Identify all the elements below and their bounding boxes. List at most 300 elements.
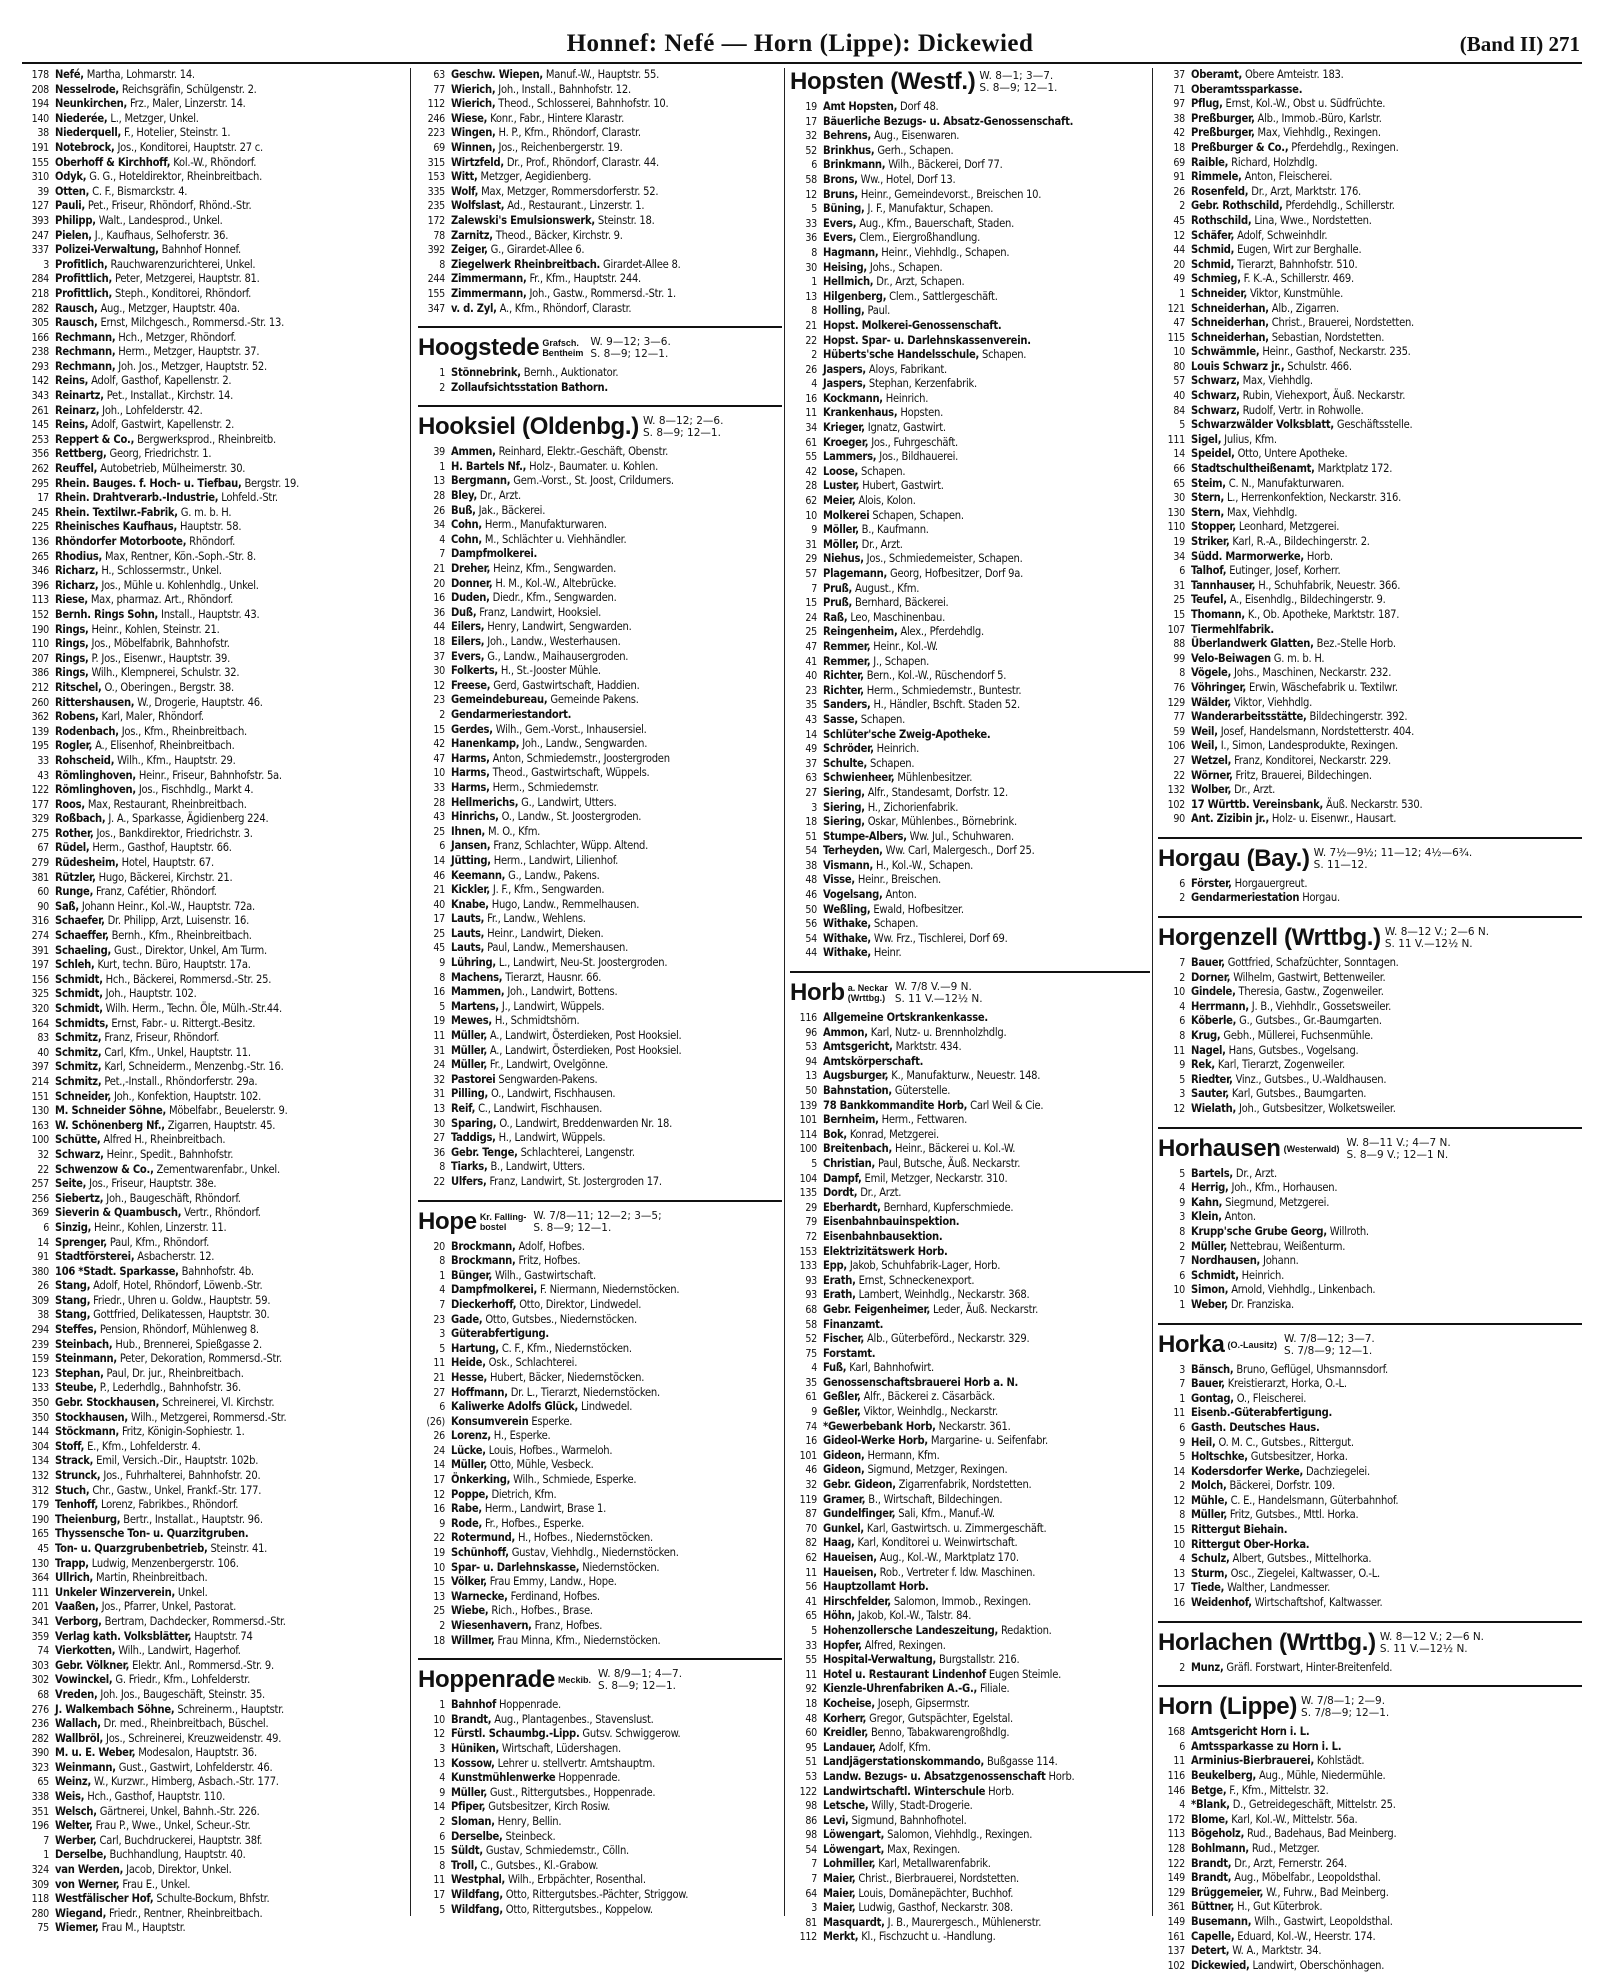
directory-entry: [418, 126, 782, 141]
place-name: Horb: [790, 979, 845, 1007]
subscriber-name: Müller,: [451, 1458, 487, 1472]
phone-number: 304: [31, 1440, 49, 1453]
subscriber-details: Ww. Jul., Schuhwaren.: [909, 829, 1014, 843]
subscriber-name: Detert,: [1191, 1944, 1230, 1958]
subscriber-details: Alfr., Bäckerei z. Cäsarbäck.: [863, 1390, 995, 1404]
subscriber-name: Pruß,: [823, 596, 853, 610]
subscriber-details: G., Landw., Maihausergroden.: [487, 649, 629, 663]
directory-entry: [790, 625, 1150, 640]
directory-entry: [790, 1463, 1150, 1478]
phone-number: 5: [1179, 1073, 1185, 1086]
directory-entry: [418, 1473, 782, 1488]
directory-entry: [790, 465, 1150, 480]
subscriber-name: Profittlich,: [55, 272, 113, 286]
subscriber-details: Aug., Metzger, Hauptstr. 40a.: [100, 301, 240, 315]
directory-entry: [790, 1259, 1150, 1274]
directory-entry: [790, 304, 1150, 319]
subscriber-name: Wolber,: [1191, 783, 1232, 797]
phone-number: 12: [1173, 1103, 1185, 1115]
subscriber-name: Genossenschaftsbrauerei Horb a. N.: [823, 1375, 1019, 1389]
subscriber-name: Dieckerhoff,: [451, 1297, 517, 1311]
phone-number: 30: [805, 261, 817, 274]
phone-number: 190: [31, 1513, 49, 1526]
phone-number: 178: [31, 69, 49, 81]
phone-number: 46: [433, 869, 445, 882]
subscriber-details: Dorf 48.: [900, 100, 939, 113]
subscriber-details: Hotel, Hauptstr. 67.: [121, 856, 214, 870]
subscriber-name: Gebr. Stockhausen,: [55, 1396, 160, 1410]
phone-number: 102: [1167, 798, 1185, 811]
phone-number: 25: [1173, 594, 1185, 607]
subscriber-name: Warnecke,: [451, 1589, 508, 1603]
qualifier-line: Grafsch.: [542, 338, 579, 349]
phone-number: 12: [433, 679, 445, 692]
subscriber-name: Richter,: [823, 683, 864, 697]
directory-entry: [22, 1454, 408, 1469]
phone-number: 51: [805, 830, 817, 843]
phone-number: 107: [1167, 623, 1185, 636]
subscriber-details: Heinr., Kohlen, Steinstr. 21.: [91, 622, 220, 636]
phone-number: 128: [1167, 1842, 1185, 1855]
subscriber-details: G., Gutsbes., Gr.-Baumgarten.: [1239, 1014, 1382, 1028]
office-hours: [1385, 926, 1489, 950]
directory-entry: [418, 287, 782, 302]
directory-entry: [22, 1848, 408, 1863]
subscriber-name: Wirtzfeld,: [451, 155, 504, 169]
phone-number: 5: [811, 203, 817, 216]
subscriber-name: Louis Schwarz jr.,: [1191, 359, 1285, 373]
subscriber-details: Joseph, Gipsermstr.: [877, 1696, 970, 1710]
phone-number: 37: [805, 757, 817, 770]
phone-number: 9: [439, 1786, 445, 1799]
subscriber-details: Alb., Immob.-Büro, Karlstr.: [1257, 111, 1382, 125]
subscriber-details: Steinstr. 41.: [210, 1541, 268, 1555]
subscriber-name: Rhein. Drahtverarb.-Industrie,: [55, 491, 219, 505]
subscriber-name: Rings,: [55, 666, 89, 680]
subscriber-name: Maier,: [823, 1886, 856, 1900]
subscriber-name: Völker,: [451, 1575, 487, 1589]
phone-number: 98: [805, 1829, 817, 1842]
subscriber-name: Roos,: [55, 797, 85, 811]
subscriber-details: Eugen Steimle.: [988, 1667, 1062, 1681]
subscriber-name: Herrig,: [1191, 1181, 1229, 1195]
subscriber-name: Rhöndorfer Motorboote,: [55, 535, 187, 548]
subscriber-details: Christ., Brauerei, Nordstetten.: [1271, 316, 1414, 330]
phone-number: 60: [805, 1727, 817, 1740]
phone-number: 28: [433, 490, 445, 503]
hours-line: S. 11 V.—12½ N.: [894, 993, 983, 1006]
phone-number: 276: [31, 1703, 49, 1716]
phone-number: 7: [1179, 1255, 1185, 1268]
hours-line: W. 9—12; 3—6.: [590, 336, 671, 349]
subscriber-details: Heinr., Bäckerei u. Kol.-W.: [894, 1142, 1016, 1156]
phone-number: 21: [433, 1371, 445, 1384]
subscriber-name: Schwarz,: [1191, 403, 1240, 417]
subscriber-name: Wiese,: [451, 111, 488, 125]
directory-entry: [790, 1128, 1150, 1143]
directory-entry: [1158, 360, 1582, 375]
subscriber-name: Eberhardt,: [823, 1200, 881, 1214]
office-hours: [895, 981, 983, 1005]
subscriber-details: Wilh., Metzgerei, Rommersd.-Str.: [130, 1410, 287, 1424]
phone-number: 6: [1179, 1740, 1185, 1753]
subscriber-details: Rubin, Viehexport, Äuß. Neckarstr.: [1242, 389, 1406, 403]
phone-number: 129: [1167, 1886, 1185, 1899]
phone-number: 144: [31, 1426, 49, 1439]
hours-line: S. 8—9; 12—1.: [642, 427, 721, 440]
subscriber-details: Eutinger, Josef, Korherr.: [1229, 564, 1341, 578]
subscriber-details: Metzger, Aegidienberg.: [480, 170, 592, 184]
phone-number: 381: [31, 871, 49, 884]
subscriber-details: Johs., Schapen.: [869, 260, 943, 274]
phone-number: 397: [31, 1061, 49, 1074]
subscriber-name: Strunck,: [55, 1469, 101, 1482]
directory-entry: [22, 1761, 408, 1776]
subscriber-name: Rek,: [1191, 1058, 1215, 1072]
directory-entry: [418, 302, 782, 317]
subscriber-name: Haag,: [823, 1536, 855, 1550]
subscriber-name: Höhn,: [823, 1609, 855, 1623]
hours-line: W. 8—1; 3—7.: [979, 70, 1054, 82]
hours-line: W. 8—12; 2—6.: [642, 415, 724, 428]
subscriber-name: Überlandwerk Glatten,: [1191, 637, 1314, 651]
subscriber-name: Otten,: [55, 184, 90, 198]
subscriber-name: Hartung,: [451, 1341, 499, 1355]
subscriber-name: Stöckmann,: [55, 1425, 120, 1439]
column-2: [418, 68, 782, 1918]
subscriber-name: Süldt,: [451, 1844, 483, 1858]
subscriber-name: Bäuerliche Bezugs- u. Absatz-Genossenschaft.: [823, 114, 1074, 128]
subscriber-name: Stuch,: [55, 1483, 90, 1497]
directory-entry: [790, 888, 1150, 903]
place-name: Horlachen (Wrttbg.): [1158, 1628, 1376, 1656]
phone-number: 53: [805, 1041, 817, 1054]
phone-number: 261: [31, 404, 49, 417]
phone-number: 153: [427, 171, 445, 184]
section-heading: [790, 971, 1150, 1011]
directory-entry: [418, 679, 782, 694]
directory-entry: [418, 664, 782, 679]
subscriber-details: O., Oberingen., Bergstr. 38.: [104, 680, 234, 694]
subscriber-name: Weis,: [55, 1790, 85, 1804]
phone-number: 338: [31, 1791, 49, 1804]
subscriber-name: Richarz,: [55, 578, 99, 592]
subscriber-details: August., Kfm.: [855, 581, 920, 595]
directory-entry: [22, 258, 408, 273]
directory-entry: [1158, 126, 1582, 141]
subscriber-name: Sieverin & Quambusch,: [55, 1206, 182, 1220]
directory-entry: [1158, 1465, 1582, 1480]
subscriber-details: Joh., Landwirt, Bottens.: [507, 985, 618, 999]
volume-page: [1460, 32, 1580, 57]
subscriber-name: Behrens,: [823, 129, 872, 143]
directory-entry: [790, 1712, 1150, 1727]
directory-entry: [1158, 1944, 1582, 1959]
subscriber-name: Rogler,: [55, 739, 93, 753]
subscriber-name: Schaeffer,: [55, 929, 109, 943]
subscriber-details: Leder, Äuß. Neckarstr.: [933, 1302, 1038, 1316]
phone-number: 8: [1179, 1225, 1185, 1238]
directory-entry: [790, 903, 1150, 918]
phone-number: 380: [31, 1265, 49, 1278]
place-qualifier: [1284, 1144, 1340, 1154]
directory-entry: [418, 898, 782, 913]
directory-entry: [22, 798, 408, 813]
directory-entry: [1158, 593, 1582, 608]
subscriber-details: G. G., Hoteldirektor, Rheinbreitbach.: [89, 170, 263, 184]
subscriber-name: Duß,: [451, 605, 477, 619]
phone-number: 17: [433, 913, 445, 926]
phone-number: 122: [799, 1785, 817, 1798]
directory-entry: [22, 1805, 408, 1820]
subscriber-details: Ernst, Schneckenexport.: [858, 1273, 975, 1287]
phone-number: 15: [1173, 1524, 1185, 1537]
phone-number: 8: [1179, 1509, 1185, 1522]
phone-number: 31: [433, 1044, 445, 1057]
subscriber-details: Alex., Pferdehdlg.: [900, 625, 984, 639]
subscriber-name: Büttner,: [1191, 1900, 1235, 1914]
subscriber-name: Sinzig,: [55, 1220, 92, 1234]
subscriber-details: Burgstallstr. 216.: [939, 1653, 1020, 1667]
directory-entry: [22, 769, 408, 784]
directory-entry: [22, 447, 408, 462]
subscriber-name: Müller,: [451, 1029, 487, 1043]
phone-number: 39: [37, 185, 49, 198]
directory-entry: [22, 725, 408, 740]
phone-number: 130: [1167, 506, 1185, 519]
subscriber-name: Rausch,: [55, 316, 98, 330]
subscriber-name: Harms,: [451, 766, 490, 780]
subscriber-details: Lohfeld.-Str.: [221, 491, 278, 505]
subscriber-name: Maier,: [823, 1901, 856, 1915]
phone-number: 93: [805, 1289, 817, 1302]
subscriber-name: Weinmann,: [55, 1760, 116, 1774]
subscriber-details: Heinr., Breischen.: [857, 873, 941, 887]
phone-number: 7: [439, 1298, 445, 1311]
subscriber-name: Troll,: [451, 1858, 478, 1872]
phone-number: 136: [31, 536, 49, 548]
subscriber-details: Franz, Landwirt, Hooksiel.: [479, 605, 602, 619]
subscriber-details: J. A., Sparkasse, Ägidienberg 224.: [108, 812, 269, 826]
phone-number: 6: [439, 1830, 445, 1843]
subscriber-details: Lambert, Weinhdlg., Neckarstr. 368.: [858, 1288, 1030, 1302]
subscriber-details: Ad., Restaurant., Linzerstr. 1.: [507, 199, 645, 213]
directory-entry: [1158, 1479, 1582, 1494]
office-hours: [1301, 1695, 1389, 1719]
phone-number: 24: [433, 1059, 445, 1072]
subscriber-details: Viktor, Kunstmühle.: [1249, 286, 1343, 300]
directory-entry: [790, 115, 1150, 130]
subscriber-details: Peter, Dekoration, Rommersd.-Str.: [119, 1352, 282, 1366]
subscriber-details: Bertram, Dachdecker, Rommersd.-Str.: [104, 1614, 286, 1628]
subscriber-details: Bernhard, Kupferschmiede.: [883, 1200, 1014, 1214]
directory-entry: [790, 596, 1150, 611]
subscriber-details: Franz, Friseur, Rhöndorf.: [104, 1031, 220, 1045]
subscriber-name: Blome,: [1191, 1812, 1229, 1826]
subscriber-name: Kienzle-Uhrenfabriken A.-G.,: [823, 1682, 978, 1696]
subscriber-details: Anton, Fleischerei.: [1244, 170, 1333, 184]
subscriber-name: Stockhausen,: [55, 1410, 128, 1424]
directory-entry: [1158, 1196, 1582, 1211]
subscriber-name: Dampfmolkerei.: [451, 547, 538, 561]
subscriber-name: Vöhringer,: [1191, 680, 1247, 694]
phone-number: 27: [805, 786, 817, 799]
directory-entry: [22, 404, 408, 419]
subscriber-name: Seite,: [55, 1177, 87, 1191]
phone-number: 49: [1173, 273, 1185, 286]
subscriber-details: Güterstelle.: [894, 1084, 951, 1097]
directory-entry: [790, 1361, 1150, 1376]
directory-entry: [418, 1175, 782, 1190]
phone-number: 29: [805, 1201, 817, 1214]
phone-number: 275: [31, 827, 49, 840]
phone-number: 12: [1173, 229, 1185, 242]
subscriber-name: Terheyden,: [823, 844, 883, 858]
directory-entry: [22, 608, 408, 623]
office-hours: [590, 336, 670, 360]
directory-entry: [418, 1087, 782, 1102]
phone-number: 164: [31, 1017, 49, 1030]
directory-entry: [1158, 1298, 1582, 1313]
subscriber-name: 106 *Stadt. Sparkasse,: [55, 1264, 179, 1278]
directory-entry: [790, 611, 1150, 626]
subscriber-name: Stephan,: [55, 1366, 104, 1380]
directory-entry: [1158, 1661, 1582, 1676]
subscriber-name: Rechmann,: [55, 330, 116, 344]
phone-number: 22: [37, 1163, 49, 1176]
phone-number: 35: [805, 699, 817, 712]
phone-number: 113: [31, 594, 49, 607]
phone-number: 18: [805, 816, 817, 829]
directory-entry: [418, 1356, 782, 1371]
phone-number: 130: [31, 1557, 49, 1570]
subscriber-details: Bernh., Auktionator.: [523, 366, 619, 380]
subscriber-details: Eduard, Kol.-W., Heerstr. 174.: [1237, 1929, 1376, 1943]
subscriber-name: Rodenbach,: [55, 724, 119, 738]
phone-number: 57: [1173, 375, 1185, 388]
subscriber-name: Raß,: [823, 610, 848, 624]
subscriber-name: Steinmann,: [55, 1352, 117, 1366]
subscriber-name: Visse,: [823, 873, 855, 887]
directory-entry: [1158, 769, 1582, 784]
phone-number: 32: [37, 1148, 49, 1161]
subscriber-name: Gunkel,: [823, 1521, 864, 1535]
directory-entry: [1158, 1044, 1582, 1059]
directory-entry: [418, 1619, 782, 1634]
subscriber-name: Raible,: [1191, 155, 1229, 169]
phone-number: 10: [1173, 1284, 1185, 1297]
subscriber-details: C. F., Kfm., Niedernstöcken.: [501, 1341, 632, 1355]
subscriber-details: Alois, Kolon.: [858, 494, 916, 508]
phone-number: 359: [31, 1630, 49, 1643]
subscriber-details: Theod., Bäcker, Kirchstr. 9.: [495, 228, 623, 242]
subscriber-name: Steffes,: [55, 1323, 97, 1337]
directory-entry: [1158, 1827, 1582, 1842]
directory-entry: [22, 1075, 408, 1090]
subscriber-name: Oberamt,: [1191, 68, 1243, 81]
subscriber-name: Schmitz,: [55, 1045, 102, 1059]
subscriber-name: Wiemer,: [55, 1921, 99, 1935]
subscriber-name: Gendarmeriestandort.: [451, 707, 572, 721]
phone-number: 3: [439, 1742, 445, 1755]
subscriber-name: Mammen,: [451, 985, 505, 999]
directory-entry: [1158, 1930, 1582, 1945]
phone-number: 5: [439, 1903, 445, 1916]
subscriber-name: Holling,: [823, 304, 865, 318]
subscriber-details: Joh., Gastw., Rommersd.-Str. 1.: [529, 286, 676, 300]
subscriber-details: Modesalon, Hauptstr. 36.: [138, 1746, 257, 1760]
section-heading: [1158, 1323, 1582, 1363]
subscriber-details: Jak., Bäckerei.: [478, 503, 546, 517]
subscriber-details: Bergwerksprod., Rheinbreitb.: [137, 432, 276, 446]
subscriber-name: Konsumverein: [451, 1414, 529, 1428]
directory-entry: [790, 1697, 1150, 1712]
phone-number: 8: [439, 1255, 445, 1268]
subscriber-details: Bildechingerstr. 392.: [1309, 710, 1408, 724]
subscriber-details: Heinrich.: [885, 391, 929, 405]
subscriber-details: Paul, Kfm., Rhöndorf.: [109, 1235, 210, 1249]
directory-entry: [22, 1819, 408, 1834]
directory-entry: [1158, 1769, 1582, 1784]
subscriber-details: Sengwarden-Pakens.: [498, 1072, 598, 1086]
phone-number: 239: [31, 1338, 49, 1351]
phone-number: 11: [805, 407, 817, 420]
subscriber-name: Wildfang,: [451, 1887, 503, 1901]
subscriber-name: Nagel,: [1191, 1043, 1226, 1057]
subscriber-details: G. Friedr., Kfm., Lohfelderstr.: [115, 1673, 251, 1687]
subscriber-name: Runge,: [55, 885, 94, 899]
phone-number: 122: [31, 784, 49, 797]
directory-entry: [22, 739, 408, 754]
subscriber-name: Withake,: [823, 931, 871, 945]
subscriber-name: Wolf,: [451, 184, 479, 198]
subscriber-details: Schreinerm., Hauptstr.: [177, 1702, 284, 1716]
directory-entry: [790, 261, 1150, 276]
directory-entry: [22, 1469, 408, 1484]
directory-entry: [1158, 1784, 1582, 1799]
subscriber-name: Schmid,: [1191, 243, 1235, 257]
directory-entry: [418, 366, 782, 381]
phone-number: 168: [1167, 1726, 1185, 1739]
subscriber-name: Schneiderhan,: [1191, 330, 1269, 344]
subscriber-name: Bley,: [451, 489, 477, 503]
subscriber-name: Wielath,: [1191, 1102, 1237, 1115]
directory-entry: [22, 856, 408, 871]
subscriber-name: Vismann,: [823, 858, 874, 872]
place-qualifier: [480, 1212, 527, 1232]
subscriber-name: Hospital-Verwaltung,: [823, 1653, 937, 1667]
subscriber-details: Landwirt, Oberschönhagen.: [1252, 1958, 1385, 1972]
subscriber-details: Gärtnerei, Unkel, Bahnh.-Str. 226.: [99, 1804, 260, 1818]
subscriber-details: Buchhandlung, Hauptstr. 40.: [109, 1848, 246, 1862]
phone-number: 316: [31, 915, 49, 928]
subscriber-details: J. F., Manufaktur, Schapen.: [867, 202, 994, 216]
subscriber-details: Hugo, Bäckerei, Kirchstr. 21.: [98, 870, 233, 884]
subscriber-details: Schapen.: [873, 917, 919, 931]
directory-entry: [790, 1318, 1150, 1333]
directory-entry: [418, 381, 782, 396]
subscriber-name: Sigel,: [1191, 432, 1222, 446]
subscriber-name: Gebr. Gideon,: [823, 1478, 896, 1492]
hours-line: S. 8—9 V.; 12—1 N.: [1346, 1148, 1449, 1161]
subscriber-details: Hubert, Gastwirt.: [862, 479, 944, 493]
running-title: Honnef: Nefé — Horn (Lippe): Dickewied: [566, 30, 1034, 57]
phone-number: 33: [37, 754, 49, 767]
directory-entry: [418, 825, 782, 840]
subscriber-details: A., Elisenhof, Rheinbreitbach.: [95, 739, 235, 753]
phone-number: 3: [439, 1328, 445, 1341]
phone-number: 346: [31, 565, 49, 578]
